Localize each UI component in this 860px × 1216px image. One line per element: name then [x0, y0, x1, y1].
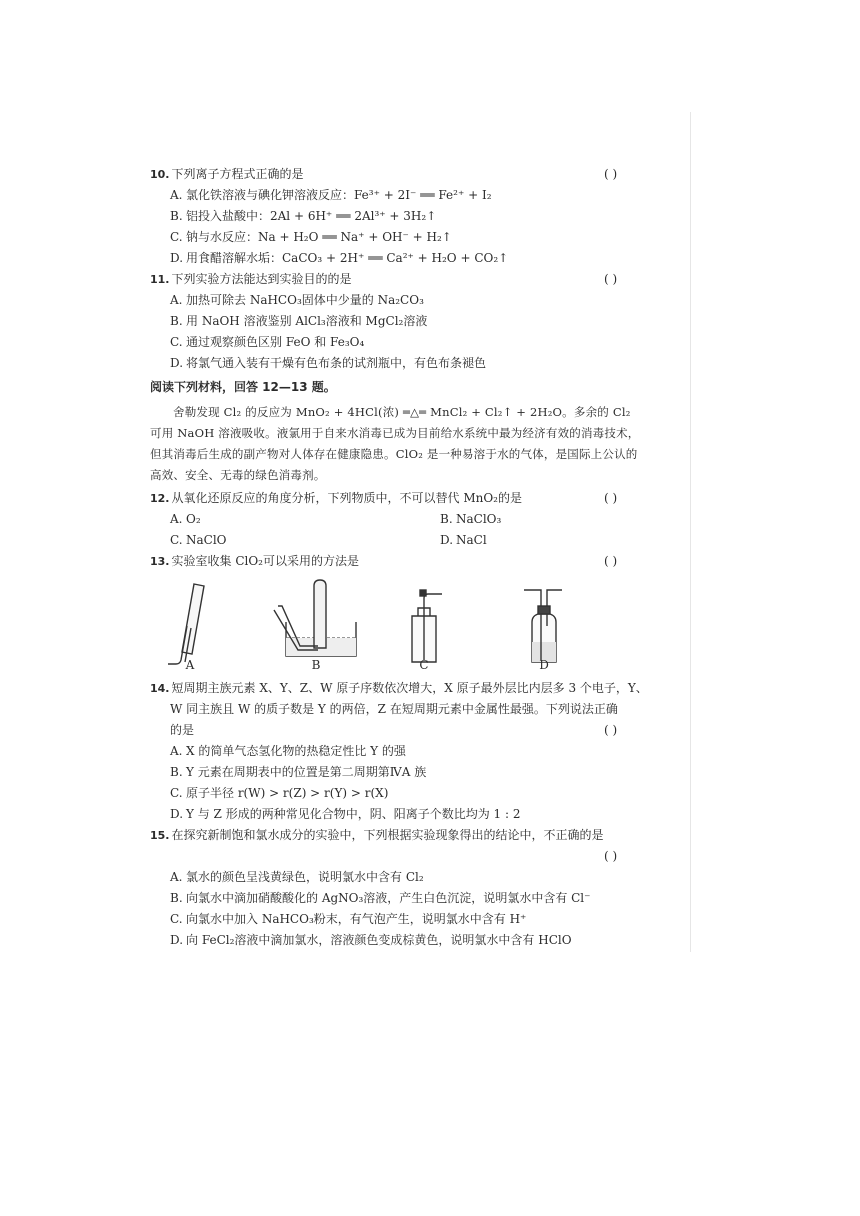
question-stem-line-1: 短周期主族元素 X、Y、Z、W 原子序数依次增大，X 原子最外层比内层多 3 个电子，Y、	[171, 681, 648, 695]
exam-page	[150, 164, 650, 951]
option-text: 用 NaOH 溶液鉴别 AlCl₃溶液和 MgCl₂溶液	[186, 314, 428, 328]
option-c	[170, 530, 440, 551]
answer-bracket: ( )	[604, 554, 618, 568]
question-number: 10.	[150, 168, 170, 181]
option-text: Y 与 Z 形成的两种常见化合物中，阴、阳离子个数比均为 1 : 2	[186, 807, 521, 821]
answer-bracket: ( )	[604, 167, 618, 181]
option-text: X 的简单气态氢化物的热稳定性比 Y 的强	[186, 744, 406, 758]
option-b	[150, 206, 650, 227]
option-d	[150, 804, 650, 825]
answer-bracket: ( )	[604, 723, 618, 737]
option-text: Y 元素在周期表中的位置是第二周期第ⅣA 族	[186, 765, 427, 779]
question-stem: 从氧化还原反应的角度分析，下列物质中，不可以替代 MnO₂的是	[171, 491, 522, 505]
option-text: NaClO₃	[456, 512, 502, 526]
option-a	[150, 741, 650, 762]
option-d	[150, 930, 650, 951]
question-10	[150, 164, 650, 185]
option-letter: D.	[170, 807, 184, 821]
question-stem-line-3: 的是	[170, 723, 195, 737]
option-text: 将氯气通入装有干燥有色布条的试剂瓶中，有色布条褪色	[186, 356, 487, 370]
option-a	[170, 509, 440, 530]
option-b	[440, 509, 640, 530]
option-text: NaClO	[186, 533, 227, 547]
question-15	[150, 825, 650, 846]
question-stem: 下列实验方法能达到实验目的的是	[171, 272, 352, 286]
option-letter: C.	[170, 786, 183, 800]
question-number: 12.	[150, 492, 170, 505]
question-stem: 下列离子方程式正确的是	[171, 167, 304, 181]
question-number: 11.	[150, 273, 170, 286]
option-letter: B.	[170, 314, 183, 328]
option-text: 用食醋溶解水垢：CaCO₃ + 2H⁺ ══ Ca²⁺ + H₂O + CO₂↑	[186, 251, 509, 265]
option-text: 向氯水中加入 NaHCO₃粉末，有气泡产生，说明氯水中含有 H⁺	[186, 912, 527, 926]
question-stem: 实验室收集 ClO₂可以采用的方法是	[171, 554, 359, 568]
question-14-last-line	[150, 720, 650, 741]
option-letter: A.	[170, 744, 183, 758]
option-letter: A.	[170, 188, 183, 202]
option-d	[440, 530, 640, 551]
option-c	[150, 227, 650, 248]
answer-bracket: ( )	[604, 491, 618, 505]
option-c	[150, 909, 650, 930]
apparatus-d-figure	[524, 590, 562, 662]
question-stem-line-2: W 同主族且 W 的质子数是 Y 的两倍，Z 在短周期元素中金属性最强。下列说法正确	[170, 702, 618, 716]
option-c	[150, 332, 650, 353]
apparatus-a-figure	[168, 584, 204, 664]
option-letter: B.	[170, 209, 183, 223]
option-letter: D.	[170, 933, 184, 947]
option-b	[150, 762, 650, 783]
option-b	[150, 311, 650, 332]
answer-bracket: ( )	[604, 272, 618, 286]
apparatus-label-d: D	[539, 658, 549, 672]
question-12	[150, 488, 650, 509]
question-number: 13.	[150, 555, 170, 568]
question-14	[150, 678, 650, 699]
option-letter: A.	[170, 293, 183, 307]
reading-passage: 舍勒发现 Cl₂ 的反应为 MnO₂ + 4HCl(浓) ═△═ MnCl₂ + Cl₂↑ + 2H₂O。多余的 Cl₂ 可用 NaOH 溶液吸收。液氯用于自来水消毒已成为目前给水系统中最为经济有效的消毒技术，但其消毒后生成的副产物对人体存在健康隐患。ClO₂ 是一种易溶于水的气体，是国际上公认的高效、安全、无毒的绿色消毒剂。	[150, 405, 640, 482]
question-number: 15.	[150, 829, 170, 842]
option-letter: A.	[170, 512, 183, 526]
option-letter: D.	[440, 533, 454, 547]
apparatus-b-figure	[274, 580, 356, 656]
option-letter: C.	[170, 533, 183, 547]
options-grid	[150, 509, 650, 551]
option-text: 铝投入盐酸中：2Al + 6H⁺ ══ 2Al³⁺ + 3H₂↑	[186, 209, 437, 223]
option-text: 原子半径 r(W) > r(Z) > r(Y) > r(X)	[186, 786, 389, 800]
option-text: 钠与水反应：Na + H₂O ══ Na⁺ + OH⁻ + H₂↑	[186, 230, 452, 244]
option-b	[150, 888, 650, 909]
option-c	[150, 783, 650, 804]
option-letter: D.	[170, 356, 184, 370]
option-a	[150, 867, 650, 888]
option-d	[150, 353, 650, 374]
option-letter: C.	[170, 912, 183, 926]
option-letter: B.	[170, 891, 183, 905]
question-15-bracket-line	[150, 846, 650, 867]
option-text: NaCl	[456, 533, 487, 547]
question-number: 14.	[150, 682, 170, 695]
option-text: 加热可除去 NaHCO₃固体中少量的 Na₂CO₃	[186, 293, 424, 307]
option-letter: A.	[170, 870, 183, 884]
question-stem: 在探究新制饱和氯水成分的实验中，下列根据实验现象得出的结论中，不正确的是	[171, 828, 604, 842]
option-text: 向 FeCl₂溶液中滴加氯水，溶液颜色变成棕黄色，说明氯水中含有 HClO	[186, 933, 572, 947]
option-letter: B.	[170, 765, 183, 779]
option-text: 氯化铁溶液与碘化钾溶液反应：Fe³⁺ + 2I⁻ ══ Fe²⁺ + I₂	[186, 188, 492, 202]
option-letter: D.	[170, 251, 184, 265]
option-a	[150, 185, 650, 206]
scan-edge-line	[690, 112, 691, 952]
answer-bracket: ( )	[604, 849, 618, 863]
option-letter: C.	[170, 230, 183, 244]
question-13	[150, 551, 650, 572]
reading-heading: 阅读下列材料，回答 12—13 题。	[150, 380, 336, 394]
apparatus-label-c: C	[419, 658, 429, 672]
apparatus-label-b: B	[311, 658, 321, 672]
option-text: O₂	[186, 512, 201, 526]
question-11	[150, 269, 650, 290]
option-letter: C.	[170, 335, 183, 349]
option-letter: B.	[440, 512, 453, 526]
option-text: 向氯水中滴加硝酸酸化的 AgNO₃溶液，产生白色沉淀，说明氯水中含有 Cl⁻	[186, 891, 591, 905]
option-a	[150, 290, 650, 311]
option-d	[150, 248, 650, 269]
apparatus-drawing	[150, 576, 650, 676]
apparatus-label-a: A	[185, 658, 195, 672]
option-text: 氯水的颜色呈浅黄绿色，说明氯水中含有 Cl₂	[186, 870, 424, 884]
apparatus-figures	[150, 576, 650, 676]
option-text: 通过观察颜色区别 FeO 和 Fe₃O₄	[186, 335, 365, 349]
apparatus-c-figure	[412, 590, 442, 662]
